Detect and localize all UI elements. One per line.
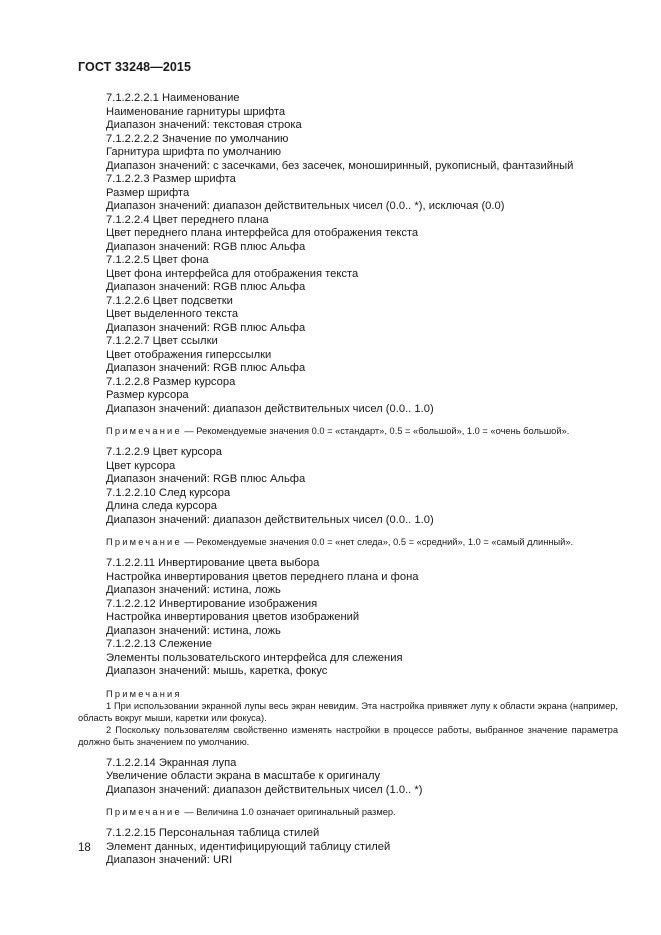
text-line: 7.1.2.2.15 Персональная таблица стилей (106, 827, 320, 839)
text-line: Диапазон значений: RGB плюс Альфа (106, 362, 306, 374)
note-text: Рекомендуемые значения 0.0 = «нет следа», 0.5 = «средний», 1.0 = «самый длинный». (196, 537, 574, 547)
text-line: Цвет выделенного текста (106, 308, 239, 320)
notes-block (78, 688, 618, 748)
text-line: Цвет фона интерфейса для отображения текста (106, 267, 359, 280)
text-line: 7.1.2.2.11 Инвертирование цвета выбора (106, 557, 320, 569)
text-line: Диапазон значений: диапазон действительных чисел (0.0.. 1.0) (106, 402, 434, 415)
text-line: Диапазон значений: диапазон действительных чисел (0.0.. 1.0) (106, 513, 434, 526)
note-label: Примечание (106, 426, 182, 436)
text-line: Диапазон значений: мышь, каретка, фокус (106, 665, 328, 677)
document-header: ГОСТ 33248—2015 (78, 60, 192, 74)
text-line: 7.1.2.2.8 Размер курсора (106, 375, 236, 388)
notes-item: 2 Поскольку пользователям свойственно изменять настройки в процессе работы, выбранное значение параметра должно быть значением по умолчанию. (78, 724, 618, 747)
text-line: 7.1.2.2.2.1 Наименование (106, 92, 240, 104)
text-line: Цвет переднего плана интерфейса для отображения текста (106, 227, 419, 239)
text-line: Диапазон значений: URI (106, 854, 233, 866)
text-line: 7.1.2.2.14 Экранная лупа (106, 756, 237, 769)
note (78, 536, 618, 548)
note-dash: — (181, 807, 197, 817)
text-line: Диапазон значений: текстовая строка (106, 119, 302, 131)
page-number: 18 (78, 842, 91, 854)
document-content (78, 92, 618, 868)
text-line: 7.1.2.2.7 Цвет ссылки (106, 335, 218, 347)
text-line: Диапазон значений: истина, ложь (106, 624, 281, 637)
text-line: Элемент данных, идентифицирующий таблицу стилей (106, 840, 391, 853)
text-line: 7.1.2.2.10 След курсора (106, 486, 231, 499)
note (78, 425, 618, 437)
section-group-5 (78, 827, 618, 868)
notes-title: Примечания (106, 688, 182, 699)
text-line: 7.1.2.2.5 Цвет фона (106, 254, 209, 266)
text-line: 7.1.2.2.4 Цвет переднего плана (106, 213, 269, 226)
text-line: Диапазон значений: диапазон действительных чисел (0.0.. *), исключая (0.0) (106, 200, 505, 212)
text-line: 7.1.2.2.12 Инвертирование изображения (106, 597, 318, 610)
note-label: Примечание (106, 537, 182, 547)
text-line: Цвет отображения гиперссылки (106, 348, 272, 361)
text-line: Диапазон значений: с засечками, без засечек, моноширинный, рукописный, фантазийный (106, 159, 574, 172)
note-dash: — (181, 537, 197, 547)
text-line: 7.1.2.2.2.2 Значение по умолчанию (106, 132, 289, 145)
section-group-1 (78, 92, 618, 416)
text-line: 7.1.2.2.6 Цвет подсветки (106, 294, 233, 307)
note-label: Примечание (106, 807, 182, 817)
text-line: Диапазон значений: диапазон действительных чисел (1.0.. *) (106, 783, 423, 796)
text-line: Диапазон значений: RGB плюс Альфа (106, 473, 306, 485)
text-line: 7.1.2.2.9 Цвет курсора (106, 446, 222, 458)
text-line: Размер курсора (106, 389, 189, 401)
text-line: Диапазон значений: истина, ложь (106, 584, 281, 596)
text-line: Наименование гарнитуры шрифта (106, 105, 286, 118)
section-group-3 (78, 557, 618, 679)
notes-item: 1 При использовании экранной лупы весь экран невидим. Эта настройка привяжет лупу к области экрана (например, область вокруг мыши, каретки или фокуса). (78, 700, 618, 723)
text-line: Диапазон значений: RGB плюс Альфа (106, 281, 306, 293)
section-group-4 (78, 757, 618, 798)
text-line: Элементы пользовательского интерфейса для слежения (106, 651, 403, 664)
text-line: Настройка инвертирования цветов изображений (106, 611, 360, 623)
text-line: Увеличение области экрана в масштабе к оригиналу (106, 770, 381, 782)
text-line: Диапазон значений: RGB плюс Альфа (106, 321, 306, 334)
note-dash: — (181, 426, 197, 436)
text-line: Длина следа курсора (106, 500, 217, 512)
text-line: Гарнитура шрифта по умолчанию (106, 146, 281, 158)
note-text: Величина 1.0 означает оригинальный размер. (196, 807, 396, 817)
text-line: Настройка инвертирования цветов переднего плана и фона (106, 570, 419, 583)
note-text: Рекомендуемые значения 0.0 = «стандарт», 0.5 = «большой», 1.0 = «очень большой». (196, 426, 570, 436)
text-line: Диапазон значений: RGB плюс Альфа (106, 240, 306, 253)
text-line: Размер шрифта (106, 186, 190, 199)
text-line: 7.1.2.2.13 Слежение (106, 638, 212, 650)
text-line: 7.1.2.2.3 Размер шрифта (106, 173, 236, 185)
text-line: Цвет курсора (106, 459, 176, 472)
note (78, 806, 618, 818)
section-group-2 (78, 446, 618, 527)
